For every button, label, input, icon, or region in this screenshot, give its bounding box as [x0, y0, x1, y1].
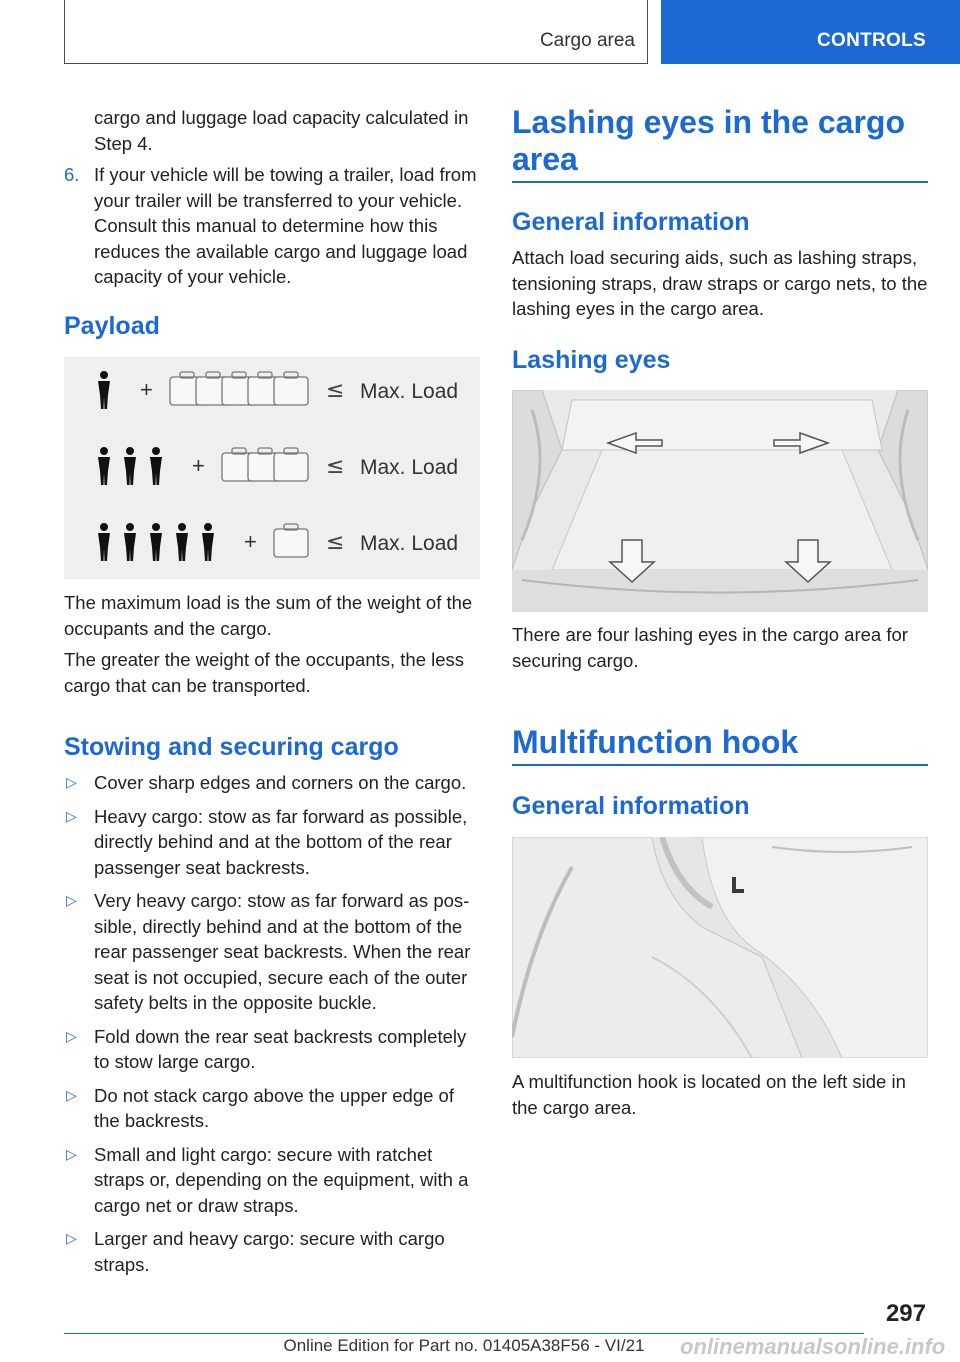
person-icon — [124, 447, 136, 485]
lashing-eyes-figure — [512, 390, 928, 612]
triangle-bullet-icon: ▷ — [66, 807, 77, 824]
header-chapter-tab[interactable] — [661, 0, 960, 64]
less-equal-sign: ≤ — [326, 530, 345, 555]
plus-sign: + — [140, 377, 153, 402]
person-icon — [202, 523, 214, 561]
max-load-label: Max. Load — [360, 532, 459, 555]
step-6-text: If your vehicle will be towing a trailer, load from your trailer will be transferred to your vehicle. Consult this manual to determine how this reduces the available cargo and luggage load capacity of your vehicle. — [94, 164, 477, 287]
triangle-bullet-icon: ▷ — [66, 1145, 77, 1162]
stowing-bullet-text: Heavy cargo: stow as far forward as possible, directly behind and at the bottom of the rear passenger seat backrests. — [94, 805, 468, 878]
payload-paragraph-1: The maximum load is the sum of the weight of the occupants and the cargo. — [64, 592, 473, 639]
less-equal-sign: ≤ — [326, 454, 345, 479]
person-icon — [150, 447, 162, 485]
triangle-bullet-icon: ▷ — [66, 892, 77, 908]
max-load-label: Max. Load — [360, 380, 459, 403]
header-chapter-label: CONTROLS — [816, 30, 926, 51]
step-6-number: 6. — [64, 164, 80, 185]
lashing-eyes-heading: Lashing eyes — [512, 346, 671, 374]
multifunction-title-rule — [512, 764, 928, 766]
triangle-bullet-icon: ▷ — [66, 1230, 77, 1246]
suitcase-icon — [274, 372, 308, 405]
step-5-continued-text: cargo and luggage load capacity calculated in Step 4. — [94, 107, 469, 154]
person-icon — [124, 523, 136, 561]
person-icon — [98, 371, 110, 409]
person-icon — [98, 447, 110, 485]
multifunction-hook-figure — [512, 837, 928, 1058]
stowing-bullet-text: Do not stack cargo above the upper edge of the backrests. — [94, 1084, 454, 1131]
lashing-eyes-illustration — [512, 390, 928, 612]
header-section-box — [64, 0, 648, 64]
payload-row — [98, 523, 458, 561]
multifunction-hook-text: A multifunction hook is located on the left side in the cargo area. — [512, 1071, 906, 1118]
step-5-continued — [64, 105, 480, 156]
triangle-bullet-icon: ▷ — [66, 1027, 77, 1044]
max-load-label: Max. Load — [360, 456, 459, 479]
plus-sign: + — [192, 453, 205, 478]
payload-paragraph-2: The greater the weight of the occupants, the less cargo that can be transported. — [64, 649, 465, 696]
stowing-heading: Stowing and securing cargo — [64, 733, 399, 761]
payload-row — [98, 447, 458, 485]
plus-sign: + — [244, 529, 257, 554]
stowing-bullet-text: Cover sharp edges and corners on the cargo. — [94, 772, 467, 793]
multifunction-hook-illustration — [512, 837, 928, 1058]
person-icon — [176, 523, 188, 561]
stowing-bullet-text: Small and light cargo: secure with ratchet straps or, depending on the equipment, with a cargo net or draw straps. — [94, 1143, 469, 1216]
stowing-bullet-text: Larger and heavy cargo: secure with cargo straps. — [94, 1228, 445, 1275]
triangle-bullet-icon: ▷ — [66, 1086, 77, 1103]
less-equal-sign: ≤ — [326, 378, 345, 403]
step-6 — [64, 162, 480, 290]
general-info-heading: General information — [512, 208, 750, 236]
triangle-bullet-icon: ▷ — [66, 774, 77, 790]
stowing-bullet-item — [64, 770, 482, 796]
multifunction-hook-title: Multifunction hook — [512, 724, 799, 760]
payload-diagram — [64, 357, 480, 579]
lashing-eyes-text: There are four lashing eyes in the cargo area for securing cargo. — [512, 624, 908, 671]
header-section-title: Cargo area — [539, 30, 635, 51]
stowing-bullet-list — [64, 770, 482, 1285]
payload-heading: Payload — [64, 312, 160, 340]
stowing-bullet-item — [64, 1083, 482, 1134]
person-icon — [98, 523, 110, 561]
footer-edition: Online Edition for Part no. 01405A38F56 - VI/21 — [283, 1336, 645, 1355]
mf-general-info-heading: General information — [512, 792, 750, 820]
stowing-bullet-item — [64, 804, 482, 881]
stowing-bullet-item — [64, 888, 482, 1016]
payload-row — [98, 371, 458, 409]
lashing-eyes-title: Lashing eyes in the cargo area — [512, 104, 905, 177]
stowing-bullet-item — [64, 1226, 482, 1277]
watermark: onlinemanualsonline.info — [680, 1334, 946, 1359]
general-info-text: Attach load securing aids, such as lashing straps, tensioning straps, draw straps or cargo nets, to the lashing eyes in the cargo area. — [512, 247, 928, 319]
stowing-bullet-text: Fold down the rear seat backrests completely to stow large cargo. — [94, 1025, 467, 1072]
stowing-bullet-item — [64, 1142, 482, 1219]
person-icon — [150, 523, 162, 561]
stowing-bullet-item — [64, 1024, 482, 1075]
suitcase-icon — [274, 524, 308, 557]
stowing-bullet-text: Very heavy cargo: stow as far forward as possible, directly behind and at the bottom of the rear passenger seat backrests. When the rear seat is not occupied, secure each of the outer safety belts in the opposite buckle. — [94, 890, 471, 1013]
suitcase-icon — [274, 448, 308, 481]
page-number: 297 — [885, 1300, 926, 1327]
payload-figure — [64, 357, 480, 579]
lashing-title-rule — [512, 181, 928, 183]
